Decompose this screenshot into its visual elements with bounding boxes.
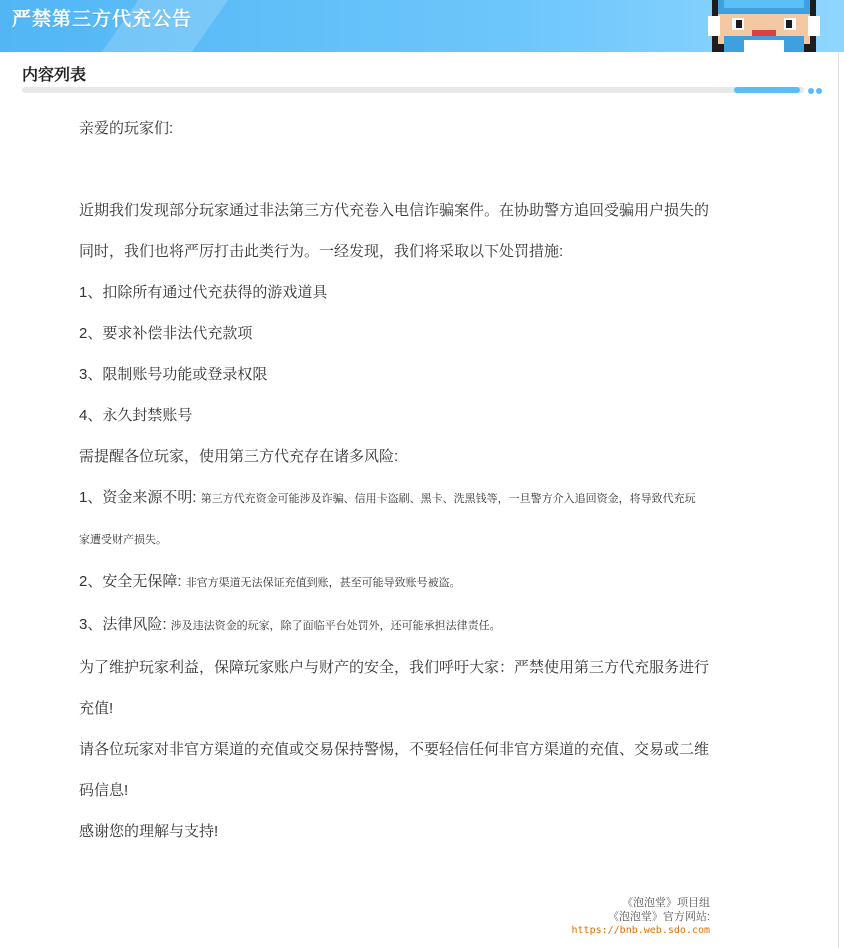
risk-detail: 家遭受财产损失。 (79, 534, 167, 546)
official-site-link[interactable]: https://bnb.web.sdo.com (571, 925, 710, 936)
intro-line: 同时，我们也将严厉打击此类行为。一经发现，我们将采取以下处罚措施: (79, 243, 564, 260)
penalty-item: 4、永久封禁账号 (79, 407, 193, 424)
divider-accent (734, 87, 800, 93)
pixel-character-icon (704, 0, 824, 52)
right-border (838, 52, 839, 948)
risk-title: 1、资金来源不明: (79, 489, 201, 506)
penalty-item: 3、限制账号功能或登录权限 (79, 366, 268, 383)
site-label: 《泡泡堂》官方网站: (607, 911, 710, 923)
warning-line: 码信息! (79, 782, 129, 799)
warning-line: 请各位玩家对非官方渠道的充值或交易保持警惕，不要轻信任何非官方渠道的充值、交易或二维 (79, 741, 710, 758)
penalty-item: 2、要求补偿非法代充款项 (79, 325, 253, 342)
page-title: 严禁第三方代充公告 (12, 9, 193, 30)
risk-item (79, 604, 759, 647)
intro-line: 近期我们发现部分玩家通过非法第三方代充卷入电信诈骗案件。在协助警方追回受骗用户损失的 (79, 202, 710, 219)
risk-intro: 需提醒各位玩家，使用第三方代充存在诸多风险: (79, 448, 399, 465)
risk-item (79, 477, 759, 520)
risk-detail: 非官方渠道无法保证充值到账，甚至可能导致账号被盗。 (185, 577, 461, 589)
announcement-body (79, 108, 759, 852)
appeal-line: 为了维护玩家利益，保障玩家账户与财产的安全，我们呼吁大家：严禁使用第三方代充服务进行 (79, 659, 710, 676)
signature-block (560, 896, 710, 938)
risk-detail: 第三方代充资金可能涉及诈骗、信用卡盗刷、黑卡、洗黑钱等，一旦警方介入追回资金，将导致代充玩 (200, 493, 696, 505)
appeal-line: 充值! (79, 700, 114, 717)
greeting: 亲爱的玩家们: (79, 120, 174, 137)
risk-title: 3、法律风险: (79, 616, 171, 633)
team-name: 《泡泡堂》项目组 (622, 897, 710, 909)
section-divider (22, 87, 804, 93)
thanks-line: 感谢您的理解与支持! (79, 823, 219, 840)
divider-dot (816, 88, 822, 94)
penalty-item: 1、扣除所有通过代充获得的游戏道具 (79, 284, 328, 301)
risk-title: 2、安全无保障: (79, 573, 186, 590)
section-title: 内容列表 (22, 67, 87, 84)
spacer (79, 149, 759, 190)
risk-item (79, 561, 759, 604)
header-banner (0, 0, 844, 52)
divider-dot (808, 88, 814, 94)
risk-detail: 涉及违法资金的玩家，除了面临平台处罚外，还可能承担法律责任。 (170, 620, 501, 632)
